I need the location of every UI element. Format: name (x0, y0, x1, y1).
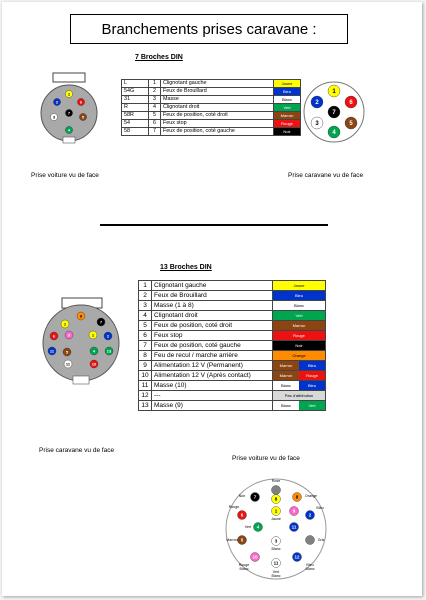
din7-cell-code: 31 (122, 96, 149, 104)
svg-text:8: 8 (274, 496, 278, 502)
pin-8 (293, 493, 302, 502)
pin-5 (63, 348, 71, 356)
din13-color-half: Blanc (273, 401, 299, 410)
svg-text:10: 10 (91, 361, 97, 367)
pin-2 (104, 332, 112, 340)
svg-text:11: 11 (291, 524, 297, 530)
svg-text:1: 1 (67, 91, 71, 97)
din13-cell-num: 6 (139, 331, 152, 341)
din7-cell-code: 58R (122, 112, 149, 120)
din7-cell-code: 54 (122, 120, 149, 128)
din13-color-half: Blanc (273, 381, 299, 390)
pin-1 (61, 320, 69, 328)
svg-text:9: 9 (292, 508, 296, 514)
pin-label: Blanc (271, 547, 281, 551)
din7-cell-num: 5 (149, 112, 161, 120)
pin-5 (238, 536, 247, 545)
din13-color-half: Vert (299, 401, 325, 410)
din13-row (139, 321, 326, 331)
svg-text:2: 2 (308, 512, 312, 518)
din13-row (139, 371, 326, 381)
din13-color-half: Bleu (299, 381, 325, 390)
din13-color-swatch: Marron (273, 321, 326, 331)
din13-row (139, 331, 326, 341)
svg-text:3: 3 (52, 114, 56, 120)
svg-text:6: 6 (79, 99, 83, 105)
din13-row (139, 401, 326, 411)
din13-color-swatch: Noir (273, 341, 326, 351)
din7-color-swatch: Noir (274, 128, 301, 136)
din7-cell-code: 54G (122, 88, 149, 96)
pin-label: Noir (238, 494, 246, 498)
svg-text:2: 2 (55, 99, 59, 105)
din13-caravan-socket (38, 298, 124, 386)
svg-text:6: 6 (349, 100, 353, 107)
din7-row (122, 112, 301, 120)
din13-heading: 13 Broches DIN (160, 264, 212, 271)
svg-text:8: 8 (295, 494, 299, 500)
svg-text:10: 10 (252, 554, 258, 560)
din7-caravan-socket (302, 80, 366, 144)
svg-text:6: 6 (52, 333, 56, 339)
pin-label: Bleu (316, 506, 324, 510)
din13-cell-label: Clignotant gauche (152, 281, 273, 291)
svg-text:7: 7 (253, 494, 257, 500)
din7-cell-num: 7 (149, 128, 161, 136)
din13-cell-num: 1 (139, 281, 152, 291)
pin-label: Vert (244, 525, 252, 529)
din7-cell-num: 6 (149, 120, 161, 128)
pin-9 (65, 331, 73, 339)
din13-cell-label: Masse (10) (152, 381, 273, 391)
svg-text:1: 1 (332, 89, 336, 96)
pin-6 (345, 96, 357, 108)
pin-gris (306, 536, 315, 545)
din13-cell-label: --- (152, 391, 273, 401)
pin-10 (90, 360, 98, 368)
svg-text:3: 3 (315, 121, 319, 128)
din13-table (138, 280, 326, 411)
svg-text:1: 1 (63, 321, 67, 327)
svg-text:5: 5 (81, 114, 85, 120)
svg-text:1: 1 (91, 332, 95, 338)
din13-color-swatch: Jaune (273, 281, 326, 291)
pin-4 (65, 126, 72, 133)
pin-7 (251, 493, 260, 502)
din13-row (139, 361, 326, 371)
din13-cell-num: 10 (139, 371, 152, 381)
din7-cell-num: 1 (149, 80, 161, 88)
din7-table (121, 79, 301, 136)
pin-13 (105, 347, 113, 355)
pin-8 (272, 495, 281, 504)
pin-3 (311, 117, 323, 129)
din7-caption-caravan: Prise caravane vu de face (288, 172, 364, 179)
din13-color-swatch (273, 371, 326, 381)
pin-6 (77, 98, 84, 105)
pin-8 (77, 312, 85, 320)
din13-cell-num: 4 (139, 311, 152, 321)
din13-color-half: Rouge (299, 371, 325, 380)
din7-cell-code: R (122, 104, 149, 112)
din7-color-swatch: Marron (274, 112, 301, 120)
svg-text:13: 13 (106, 348, 112, 354)
din13-cell-label: Alimentation 12 V (Permanent) (152, 361, 273, 371)
pin-5 (79, 113, 86, 120)
pin-7 (328, 106, 340, 118)
svg-text:11: 11 (65, 361, 71, 367)
din13-row (139, 341, 326, 351)
din13-cell-num: 8 (139, 351, 152, 361)
din7-cell-num: 3 (149, 96, 161, 104)
din13-color-half: Bleu (299, 361, 325, 370)
pin-label: Rouge (228, 505, 240, 509)
svg-text:2: 2 (315, 100, 319, 107)
pin-1 (65, 90, 72, 97)
svg-text:5: 5 (349, 121, 353, 128)
svg-text:6: 6 (240, 512, 244, 518)
din7-row (122, 88, 301, 96)
svg-text:11: 11 (49, 348, 55, 354)
svg-text:5: 5 (65, 349, 69, 355)
pin-label: Blanc (271, 574, 281, 579)
din13-color-swatch: Vert (273, 311, 326, 321)
din7-car-socket (38, 73, 100, 153)
din7-color-swatch: Rouge (274, 120, 301, 128)
pin-label: Jaune (271, 517, 281, 521)
pin-6 (238, 511, 247, 520)
din7-color-swatch: Bleu (274, 88, 301, 96)
din7-color-swatch: Vert (274, 104, 301, 112)
pin-4 (328, 126, 340, 138)
din13-cell-num: 13 (139, 401, 152, 411)
din13-cell-num: 11 (139, 381, 152, 391)
pin-label: Orange (305, 494, 317, 498)
pin-label: Blanc (239, 567, 249, 572)
pin-12 (293, 553, 302, 562)
pin-2 (306, 511, 315, 520)
din13-cell-label: Masse (9) (152, 401, 273, 411)
svg-text:4: 4 (92, 348, 96, 354)
svg-text:7: 7 (99, 319, 103, 325)
din13-cell-num: 9 (139, 361, 152, 371)
din7-row (122, 96, 301, 104)
din7-row (122, 80, 301, 88)
din13-cell-num: 7 (139, 341, 152, 351)
page-title: Branchements prises caravane : (70, 14, 348, 44)
svg-text:11: 11 (273, 560, 279, 566)
pin-6 (50, 332, 58, 340)
pin-11 (64, 360, 72, 368)
din13-cell-label: Feux de position, coté gauche (152, 341, 273, 351)
pin-11 (272, 559, 281, 568)
din13-cell-num: 12 (139, 391, 152, 401)
pin-label: Vert (272, 570, 280, 574)
pin-11 (290, 523, 299, 532)
svg-text:4: 4 (256, 524, 260, 530)
din13-color-swatch: Rouge (273, 331, 326, 341)
pin-4 (90, 347, 98, 355)
din7-cell-label: Feux de Brouillard (161, 88, 274, 96)
svg-text:8: 8 (79, 313, 83, 319)
din13-color-half: Marron (273, 361, 299, 370)
din13-cell-num: 2 (139, 291, 152, 301)
din13-color-swatch (273, 381, 326, 391)
pin-label: Gris (317, 538, 325, 542)
pin-label: Rouge (238, 563, 250, 567)
din7-cell-label: Feux de position, coté gauche (161, 128, 274, 136)
pin-3 (50, 113, 57, 120)
din7-row (122, 128, 301, 136)
pin-1 (89, 331, 97, 339)
pin-2 (53, 98, 60, 105)
din13-color-swatch: Bleu (273, 291, 326, 301)
pin-3 (272, 537, 281, 546)
din13-cell-label: Feux de position, coté droit (152, 321, 273, 331)
din13-caption-caravan: Prise caravane vu de face (39, 447, 115, 454)
svg-text:3: 3 (274, 538, 278, 544)
pin-11 (48, 347, 56, 355)
din13-color-swatch (273, 401, 326, 411)
din7-row (122, 120, 301, 128)
din13-cell-label: Masse (1 à 8) (152, 301, 273, 311)
din7-row (122, 104, 301, 112)
svg-text:5: 5 (240, 537, 244, 543)
din7-heading: 7 Broches DIN (135, 54, 183, 61)
pin-4 (254, 523, 263, 532)
din7-cell-label: Feux stop (161, 120, 274, 128)
svg-text:4: 4 (67, 127, 71, 133)
pin-1 (328, 85, 340, 97)
pin-label: Marron (226, 538, 238, 542)
din13-cell-num: 3 (139, 301, 152, 311)
din13-color-swatch (273, 361, 326, 371)
pin-label: Blanc (305, 567, 315, 572)
din7-color-swatch: Jaune (274, 80, 301, 88)
din7-caption-car: Prise voiture vu de face (31, 172, 99, 179)
pin-5 (345, 117, 357, 129)
pin-7 (65, 109, 72, 116)
din13-row (139, 351, 326, 361)
din13-row (139, 301, 326, 311)
din13-row (139, 391, 326, 401)
din13-car-socket (224, 477, 328, 581)
din7-cell-label: Masse (161, 96, 274, 104)
din7-cell-code: 58 (122, 128, 149, 136)
din13-color-swatch: Pas d'attribution (273, 391, 326, 401)
pin-9 (290, 507, 299, 516)
din13-cell-label: Feux stop (152, 331, 273, 341)
pin-1 (272, 507, 281, 516)
pin-label: Bleu (306, 563, 314, 567)
section-divider (100, 224, 328, 226)
din7-cell-label: Clignotant droit (161, 104, 274, 112)
din7-cell-code: L (122, 80, 149, 88)
pin-10 (251, 553, 260, 562)
din13-cell-label: Alimentation 12 V (Après contact) (152, 371, 273, 381)
svg-text:4: 4 (332, 130, 336, 137)
svg-text:2: 2 (106, 333, 110, 339)
pin-label: Rose (271, 479, 281, 483)
din13-color-half: Marron (273, 371, 299, 380)
din13-color-swatch: Blanc (273, 301, 326, 311)
svg-text:7: 7 (67, 110, 71, 116)
din7-cell-num: 2 (149, 88, 161, 96)
pin-2 (311, 96, 323, 108)
din13-cell-label: Clignotant droit (152, 311, 273, 321)
din13-color-swatch: Orange (273, 351, 326, 361)
pin-rose (272, 486, 281, 495)
din13-caption-car: Prise voiture vu de face (232, 455, 300, 462)
din13-cell-label: Feu de recul / marche arrière (152, 351, 273, 361)
din13-row (139, 381, 326, 391)
din7-cell-num: 4 (149, 104, 161, 112)
din7-cell-label: Feux de position, coté droit (161, 112, 274, 120)
din7-color-swatch: Blanc (274, 96, 301, 104)
document-page (2, 2, 422, 596)
svg-text:1: 1 (274, 508, 278, 514)
svg-text:9: 9 (67, 332, 71, 338)
svg-text:12: 12 (294, 554, 300, 560)
din13-row (139, 281, 326, 291)
din13-cell-num: 5 (139, 321, 152, 331)
din13-row (139, 291, 326, 301)
pin-7 (97, 318, 105, 326)
din13-cell-label: Feux de Brouillard (152, 291, 273, 301)
svg-text:7: 7 (332, 110, 336, 117)
din13-row (139, 311, 326, 321)
din7-cell-label: Clignotant gauche (161, 80, 274, 88)
